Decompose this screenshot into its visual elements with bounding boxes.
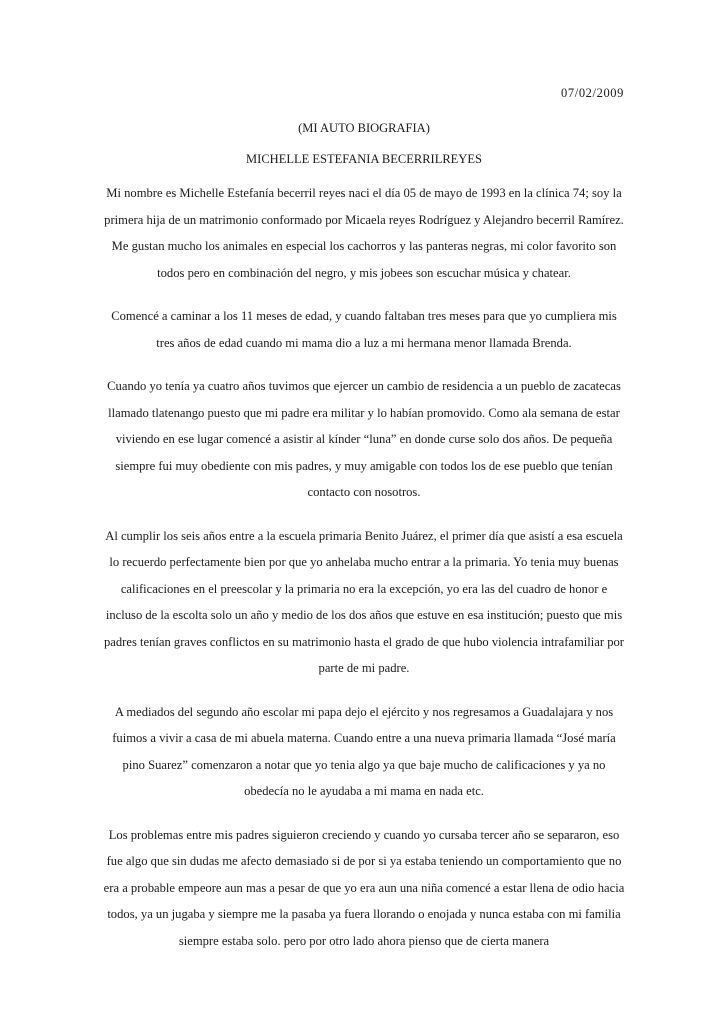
document-date: 07/02/2009 [561,86,624,100]
paragraph-intro: Mi nombre es Michelle Estefanía becerril reyes naci el día 05 de mayo de 1993 en la clínica 74; soy la primera hija de un matrimonio conformado por Micaela reyes Rodríguez y Alejandro becerril Ramírez. Me gustan mucho los animales en especial los cachorros y las panteras negras, mi color favorito son todos pero en combinación del negro, y mis jobees son escuchar música y chatear. [104,186,624,280]
paragraph-guadalajara: A mediados del segundo año escolar mi papa dejo el ejército y nos regresamos a Guadalajara y nos fuimos a vivir a casa de mi abuela materna. Cuando entre a una nueva primaria llamada “José maría pino Suarez” comenzaron a notar que yo tenia algo ya que baje mucho de calificaciones y ya no obedecía no le ayudaba a mi mama en nada etc. [112,704,616,798]
document-author: MICHELLE ESTEFANIA BECERRILREYES [246,152,482,166]
paragraph-early-childhood: Comencé a caminar a los 11 meses de edad, y cuando faltaban tres meses para que yo cumpliera mis tres años de edad cuando mi mama dio a luz a mi hermana menor llamada Brenda. [111,309,617,350]
document-title: (MI AUTO BIOGRAFIA) [298,121,430,135]
document-body [103,180,625,971]
paragraph-primary-school: Al cumplir los seis años entre a la escuela primaria Benito Juárez, el primer día que asistí a esa escuela lo recuerdo perfectamente bien por que yo anhelaba mucho entrar a la primaria. Yo tenia muy buenas calificaciones en el preescolar y la primaria no era la excepción, yo era las del cuadro de honor e incluso de la escolta solo un año y medio de los dos años que estuve en esa institución; puesto que mis padres tenían graves conflictos en su matrimonio hasta el grado de que hubo violencia intrafamiliar por parte de mi padre. [103,528,625,675]
paragraph-kindergarten: Cuando yo tenía ya cuatro años tuvimos que ejercer un cambio de residencia a un pueblo de zacatecas llamado tlatenango puesto que mi padre era militar y lo habían promovido. Como ala semana de estar viviendo en ese lugar comencé a asistir al kínder “luna” en donde curse solo dos años. De pequeña siempre fui muy obediente con mis padres, y muy amigable con todos los de ese pueblo que tenían contacto con nosotros. [107,379,621,499]
paragraph-separation: Los problemas entre mis padres siguieron creciendo y cuando yo cursaba tercer año se separaron, eso fue algo que sin dudas me afecto demasiado si de por si ya estaba teniendo un comportamiento que no era a probable empeore aun mas a pesar de que yo era aun una niña comencé a estar llena de odio hacia todos, ya un jugaba y siempre me la pasaba ya fuera llorando o enojada y nunca estaba con mi familia siempre estaba solo. pero por otro lado ahora pienso que de cierta manera [103,827,625,948]
